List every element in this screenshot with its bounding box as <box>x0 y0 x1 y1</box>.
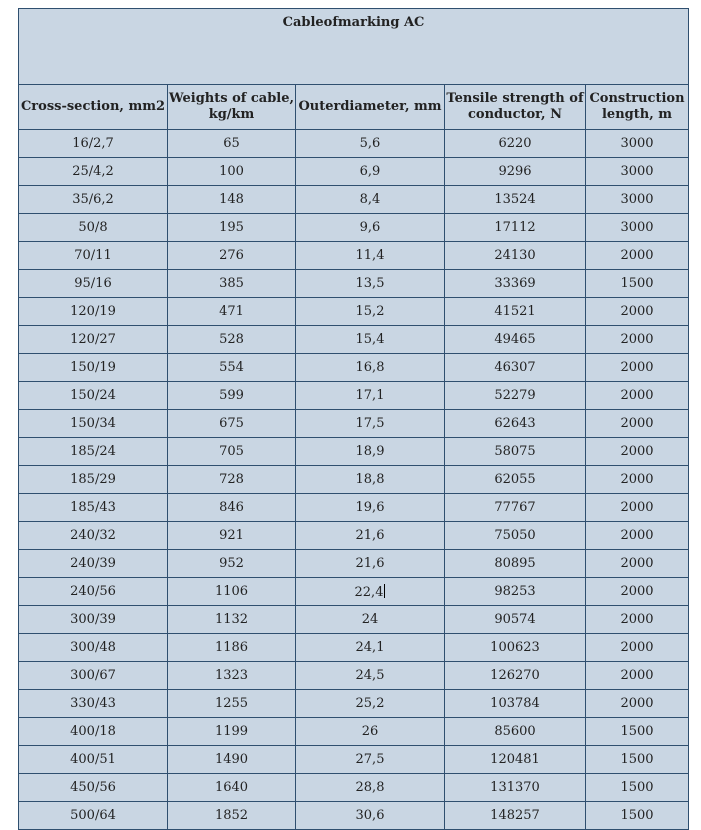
table-cell: 8,4 <box>296 186 445 214</box>
table-cell: 6,9 <box>296 158 445 186</box>
table-cell: 276 <box>168 242 296 270</box>
table-cell: 150/24 <box>19 382 168 410</box>
table-cell: 1500 <box>586 774 689 802</box>
table-cell: 103784 <box>445 690 586 718</box>
table-cell: 25,2 <box>296 690 445 718</box>
table-cell: 6220 <box>445 130 586 158</box>
table-cell: 62055 <box>445 466 586 494</box>
table-cell: 13,5 <box>296 270 445 298</box>
table-cell: 450/56 <box>19 774 168 802</box>
table-row <box>19 746 689 774</box>
table-cell: 148257 <box>445 802 586 830</box>
table-cell: 26 <box>296 718 445 746</box>
table-cell: 13524 <box>445 186 586 214</box>
table-cell: 21,6 <box>296 522 445 550</box>
table-cell: 35/6,2 <box>19 186 168 214</box>
table-cell: 148 <box>168 186 296 214</box>
column-header: Tensile strength of conductor, N <box>445 85 586 130</box>
table-cell: 30,6 <box>296 802 445 830</box>
table-row <box>19 438 689 466</box>
column-header: Construction length, m <box>586 85 689 130</box>
table-cell: 75050 <box>445 522 586 550</box>
table-cell: 400/51 <box>19 746 168 774</box>
table-cell: 126270 <box>445 662 586 690</box>
table-row <box>19 662 689 690</box>
table-row <box>19 130 689 158</box>
table-cell: 952 <box>168 550 296 578</box>
table-cell: 471 <box>168 298 296 326</box>
table-cell: 65 <box>168 130 296 158</box>
table-cell-text: 22,4 <box>354 584 384 600</box>
table-cell: 24130 <box>445 242 586 270</box>
table-cell: 46307 <box>445 354 586 382</box>
table-cell: 728 <box>168 466 296 494</box>
table-cell: 62643 <box>445 410 586 438</box>
table-row <box>19 494 689 522</box>
table-row <box>19 634 689 662</box>
table-row <box>19 270 689 298</box>
header-row <box>19 85 689 130</box>
table-cell: 599 <box>168 382 296 410</box>
table-cell: 240/32 <box>19 522 168 550</box>
table-cell: 85600 <box>445 718 586 746</box>
table-cell: 1500 <box>586 718 689 746</box>
table-cell: 52279 <box>445 382 586 410</box>
table-cell: 400/18 <box>19 718 168 746</box>
table-cell: 11,4 <box>296 242 445 270</box>
title-row <box>19 9 689 85</box>
column-header: Cross-section, mm2 <box>19 85 168 130</box>
table-cell: 19,6 <box>296 494 445 522</box>
table-row <box>19 186 689 214</box>
table-row <box>19 718 689 746</box>
table-cell: 2000 <box>586 690 689 718</box>
table-cell: 2000 <box>586 410 689 438</box>
table-cell: 1132 <box>168 606 296 634</box>
table-container <box>18 8 688 830</box>
table-cell: 2000 <box>586 634 689 662</box>
table-row <box>19 466 689 494</box>
table-cell: 2000 <box>586 298 689 326</box>
table-cell: 131370 <box>445 774 586 802</box>
table-cell: 98253 <box>445 578 586 606</box>
table-row <box>19 802 689 830</box>
table-cell: 330/43 <box>19 690 168 718</box>
table-cell: 2000 <box>586 662 689 690</box>
table-cell: 185/43 <box>19 494 168 522</box>
table-cell: 120/27 <box>19 326 168 354</box>
table-cell: 675 <box>168 410 296 438</box>
table-cell: 2000 <box>586 550 689 578</box>
table-cell: 705 <box>168 438 296 466</box>
table-cell: 25/4,2 <box>19 158 168 186</box>
table-cell: 1852 <box>168 802 296 830</box>
table-cell: 240/39 <box>19 550 168 578</box>
table-body <box>19 130 689 830</box>
table-row <box>19 298 689 326</box>
table-cell: 1199 <box>168 718 296 746</box>
table-cell: 16,8 <box>296 354 445 382</box>
table-cell: 18,9 <box>296 438 445 466</box>
table-row <box>19 326 689 354</box>
table-cell: 2000 <box>586 494 689 522</box>
table-cell: 33369 <box>445 270 586 298</box>
table-cell: 5,6 <box>296 130 445 158</box>
table-cell: 24,1 <box>296 634 445 662</box>
table-cell: 17112 <box>445 214 586 242</box>
table-cell: 24,5 <box>296 662 445 690</box>
table-cell: 16/2,7 <box>19 130 168 158</box>
table-cell: 95/16 <box>19 270 168 298</box>
table-cell: 9296 <box>445 158 586 186</box>
table-cell: 300/48 <box>19 634 168 662</box>
column-header: Outerdiameter, mm <box>296 85 445 130</box>
table-row <box>19 606 689 634</box>
table-cell: 1500 <box>586 802 689 830</box>
table-cell: 921 <box>168 522 296 550</box>
table-cell: 80895 <box>445 550 586 578</box>
table-row <box>19 158 689 186</box>
table-cell: 240/56 <box>19 578 168 606</box>
table-cell: 528 <box>168 326 296 354</box>
table-cell: 24 <box>296 606 445 634</box>
table-cell: 3000 <box>586 158 689 186</box>
table-cell: 1186 <box>168 634 296 662</box>
table-cell: 554 <box>168 354 296 382</box>
table-row <box>19 774 689 802</box>
table-row <box>19 410 689 438</box>
table-cell: 3000 <box>586 186 689 214</box>
table-cell: 28,8 <box>296 774 445 802</box>
table-cell: 150/34 <box>19 410 168 438</box>
table-cell: 1323 <box>168 662 296 690</box>
table-cell: 1500 <box>586 270 689 298</box>
table-cell: 17,1 <box>296 382 445 410</box>
table-cell: 120/19 <box>19 298 168 326</box>
text-cursor <box>384 584 385 598</box>
table-cell: 150/19 <box>19 354 168 382</box>
table-cell: 18,8 <box>296 466 445 494</box>
table-row <box>19 522 689 550</box>
table-row <box>19 214 689 242</box>
table-row <box>19 690 689 718</box>
table-cell: 300/67 <box>19 662 168 690</box>
table-title: Cableofmarking AC <box>19 9 689 85</box>
table-row <box>19 550 689 578</box>
table-cell: 185/24 <box>19 438 168 466</box>
table-cell: 2000 <box>586 606 689 634</box>
table-cell: 49465 <box>445 326 586 354</box>
table-cell: 77767 <box>445 494 586 522</box>
table-row <box>19 578 689 606</box>
table-cell: 1255 <box>168 690 296 718</box>
table-cell: 1640 <box>168 774 296 802</box>
table-cell: 846 <box>168 494 296 522</box>
table-cell: 9,6 <box>296 214 445 242</box>
table-cell: 15,2 <box>296 298 445 326</box>
table-row <box>19 242 689 270</box>
cable-table <box>18 8 689 830</box>
table-cell: 27,5 <box>296 746 445 774</box>
table-row <box>19 354 689 382</box>
column-header: Weights of cable, kg/km <box>168 85 296 130</box>
table-cell: 15,4 <box>296 326 445 354</box>
table-cell: 2000 <box>586 326 689 354</box>
table-cell: 100 <box>168 158 296 186</box>
table-cell: 2000 <box>586 354 689 382</box>
table-cell: 2000 <box>586 242 689 270</box>
table-cell: 1500 <box>586 746 689 774</box>
table-cell: 500/64 <box>19 802 168 830</box>
table-cell: 385 <box>168 270 296 298</box>
table-cell: 2000 <box>586 382 689 410</box>
table-cell: 300/39 <box>19 606 168 634</box>
table-cell: 70/11 <box>19 242 168 270</box>
table-cell: 185/29 <box>19 466 168 494</box>
table-cell: 195 <box>168 214 296 242</box>
table-cell: 120481 <box>445 746 586 774</box>
table-cell: 100623 <box>445 634 586 662</box>
table-cell: 21,6 <box>296 550 445 578</box>
table-cell: 2000 <box>586 438 689 466</box>
table-cell: 1490 <box>168 746 296 774</box>
table-cell <box>296 578 445 606</box>
table-cell: 2000 <box>586 522 689 550</box>
table-cell: 41521 <box>445 298 586 326</box>
table-cell: 50/8 <box>19 214 168 242</box>
table-cell: 2000 <box>586 578 689 606</box>
table-row <box>19 382 689 410</box>
table-cell: 58075 <box>445 438 586 466</box>
table-cell: 1106 <box>168 578 296 606</box>
table-cell: 2000 <box>586 466 689 494</box>
table-cell: 3000 <box>586 130 689 158</box>
table-cell: 90574 <box>445 606 586 634</box>
table-cell: 17,5 <box>296 410 445 438</box>
table-cell: 3000 <box>586 214 689 242</box>
